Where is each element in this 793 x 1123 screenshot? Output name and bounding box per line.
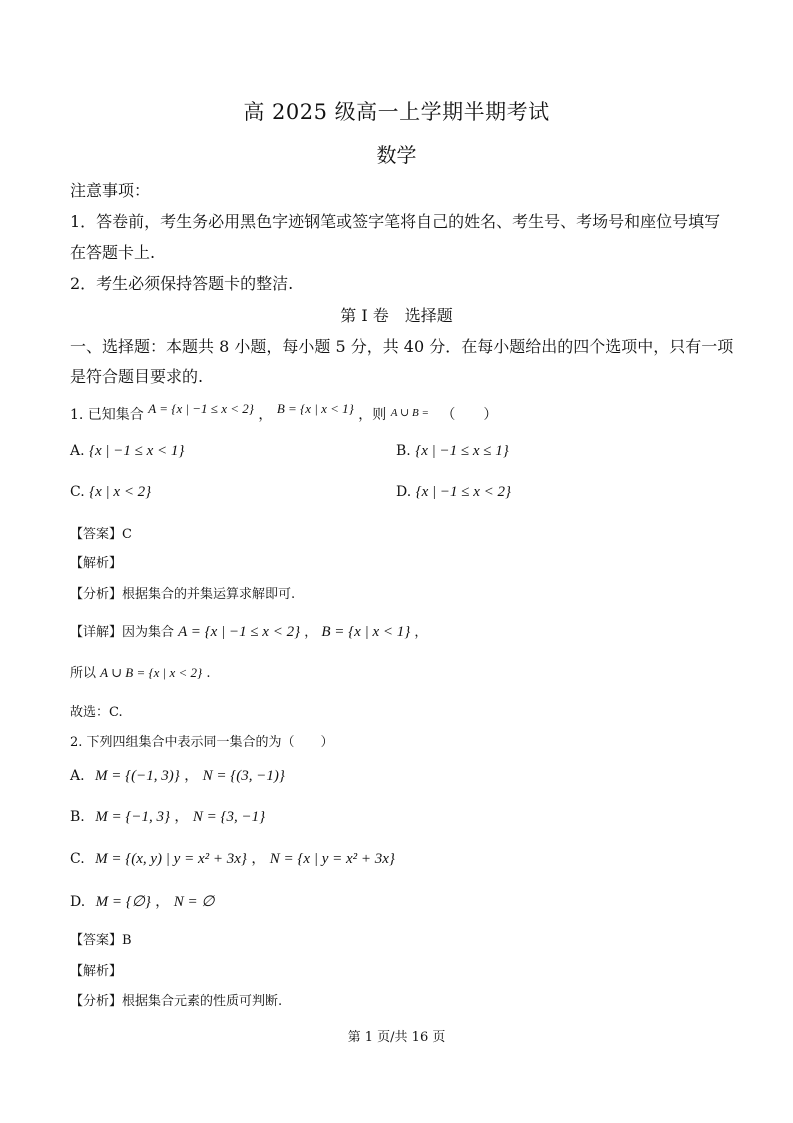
option-math-n: N = {x | y = x² + 3x} [269, 851, 395, 867]
question-2-answer: 【答案】B [70, 933, 132, 948]
question-1-option-a [70, 443, 184, 460]
question-2-option-d [70, 891, 214, 911]
option-math-n: N = {(3, −1)} [202, 768, 285, 784]
option-letter: C. [70, 484, 85, 500]
question-1-paren: （ ） [441, 407, 498, 423]
question-1-fenxi: 【分析】根据集合的并集运算求解即可. [70, 587, 296, 602]
option-letter: D. [396, 484, 412, 500]
option-math-n: N = ∅ [173, 894, 215, 910]
question-2-option-b [70, 806, 265, 826]
xiangjie-set-a: A = {x | −1 ≤ x < 2} [178, 624, 301, 640]
option-letter: C. [70, 851, 85, 867]
question-1-stem [70, 401, 498, 424]
option-math: {x | −1 ≤ x < 2} [415, 484, 512, 500]
question-2-analysis-label: 【解析】 [70, 964, 123, 979]
question-1-sep: ， [258, 407, 273, 423]
notice-item-1-line-1: 1．答卷前，考生务必用黑色字迹钢笔或签字笔将自己的姓名、考生号、考场号和座位号填写 [70, 212, 721, 231]
question-2-option-c [70, 848, 395, 868]
option-math-m: M = {−1, 3} [95, 809, 170, 825]
option-math-m: M = {∅} [95, 894, 151, 910]
page-footer: 第 1 页/共 16 页 [347, 1030, 446, 1045]
question-1-analysis-label: 【解析】 [70, 556, 123, 571]
question-1-option-b [396, 443, 509, 460]
xiangjie-set-b: B = {x | x < 1} [321, 624, 411, 640]
question-1-set-a: A = {x | −1 ≤ x < 2} [148, 401, 254, 416]
question-2-option-a [70, 765, 285, 785]
option-math: {x | −1 ≤ x < 1} [89, 443, 185, 459]
exam-title: 高 2025 级高一上学期半期考试 [243, 100, 550, 124]
question-2-stem: 2. 下列四组集合中表示同一集合的为（ ） [70, 735, 334, 750]
option-math: {x | x < 2} [89, 484, 152, 500]
suoyi-end: . [206, 666, 211, 681]
option-letter: A. [70, 443, 85, 459]
exam-subject: 数学 [376, 143, 417, 167]
section-intro-line-1: 一、选择题：本题共 8 小题，每小题 5 分，共 40 分．在每小题给出的四个选项中，只有一项 [70, 337, 734, 356]
option-math: {x | −1 ≤ x ≤ 1} [415, 443, 509, 459]
option-math-m: M = {(x, y) | y = x² + 3x} [95, 851, 247, 867]
option-math-n: N = {3, −1} [192, 809, 266, 825]
option-letter: D. [70, 894, 86, 910]
option-sep: ， [174, 809, 189, 825]
question-1-union: A ∪ B = [390, 407, 429, 419]
option-letter: B. [396, 443, 411, 459]
notice-heading: 注意事项： [70, 181, 151, 200]
question-1-answer: 【答案】C [70, 527, 132, 542]
section-heading: 第 I 卷 选择题 [340, 306, 453, 325]
option-sep: ， [184, 768, 199, 784]
xiangjie-sep: ， [304, 625, 318, 640]
option-sep: ， [251, 851, 266, 867]
option-math-m: M = {(−1, 3)} [95, 768, 180, 784]
xiangjie-end: ， [414, 625, 428, 640]
question-1-then: ，则 [358, 407, 387, 423]
question-1-prefix: 1. 已知集合 [70, 407, 144, 423]
question-1-set-b: B = {x | x < 1} [276, 401, 354, 416]
question-1-guxuan: 故选：C. [70, 705, 123, 720]
section-intro-line-2: 是符合题目要求的. [70, 367, 204, 386]
question-1-option-c [70, 484, 151, 501]
question-1-xiangjie [70, 621, 427, 641]
option-sep: ， [155, 894, 170, 910]
option-letter: B. [70, 809, 85, 825]
suoyi-prefix: 所以 [70, 666, 97, 681]
question-2-fenxi: 【分析】根据集合元素的性质可判断. [70, 994, 283, 1009]
xiangjie-prefix: 【详解】因为集合 [70, 625, 175, 640]
notice-item-1-line-2: 在答题卡上. [70, 243, 156, 262]
notice-item-2: 2．考生必须保持答题卡的整洁. [70, 274, 294, 293]
suoyi-math: A ∪ B = {x | x < 2} [100, 665, 203, 680]
question-1-option-d [396, 484, 511, 501]
question-1-suoyi [70, 662, 211, 681]
option-letter: A. [70, 768, 85, 784]
